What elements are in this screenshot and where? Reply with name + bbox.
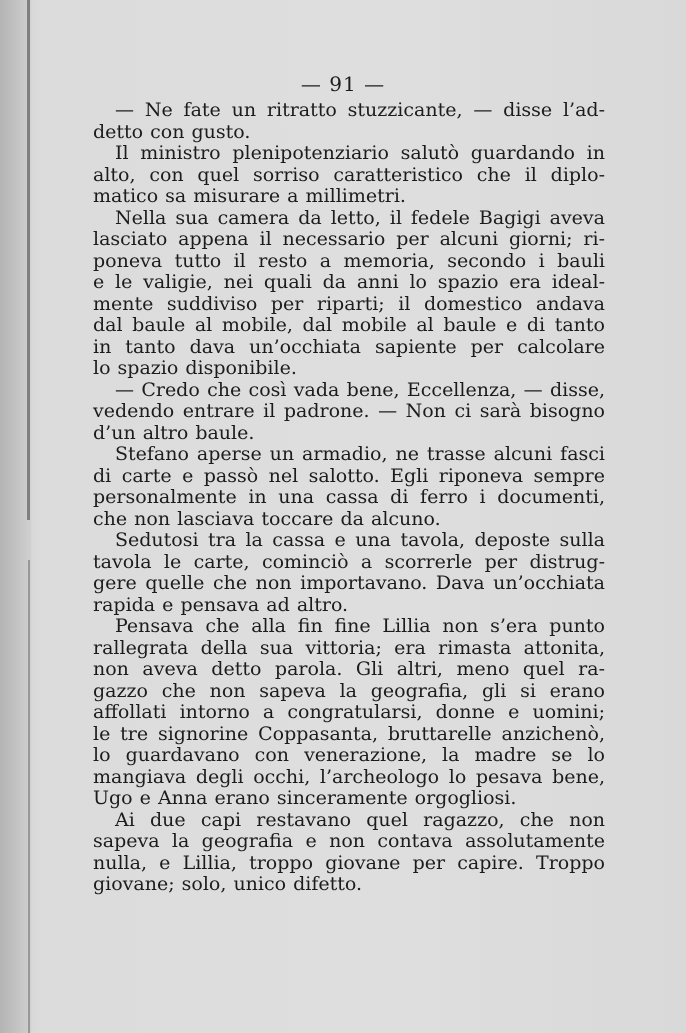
text-line: Nella sua camera da letto, il fedele Bagigi aveva <box>115 206 605 229</box>
text-line: Pensava che alla fin fine Lillia non s’era punto <box>115 615 605 637</box>
text-line: affollati intorno a congratularsi, donne e uomini; <box>93 701 605 723</box>
text-line: rapida e pensava ad altro. <box>93 593 349 616</box>
text-line: le tre signorine Coppasanta, bruttarelle anzichenò, <box>93 722 605 745</box>
text-line: di carte e passò nel salotto. Egli riponeva sempre <box>93 464 605 487</box>
body-text <box>93 100 605 896</box>
text-line: Ai due capi restavano quel ragazzo, che non <box>115 808 605 831</box>
text-line: — Credo che così vada bene, Eccellenza, — disse, <box>115 378 605 401</box>
text-line: mangiava degli occhi, l’archeologo lo pesava bene, <box>93 765 605 788</box>
text-line: detto con gusto. <box>93 120 251 143</box>
text-line: Stefano aperse un armadio, ne trasse alcuni fasci <box>115 443 605 465</box>
text-line: e le valigie, nei quali da anni lo spazio era ideal- <box>93 271 605 293</box>
binding-edge-line-lower <box>28 560 30 1033</box>
text-line: in tanto dava un’occhiata sapiente per calcolare <box>93 335 605 358</box>
text-line: alto, con quel sorriso caratteristico che il diplo- <box>93 163 605 186</box>
text-line: lo spazio disponibile. <box>93 357 297 379</box>
text-line: poneva tutto il resto a memoria, secondo i bauli <box>93 249 605 272</box>
text-line: lasciato appena il necessario per alcuni giorni; ri- <box>93 228 605 250</box>
text-line: non aveva detto parola. Gli altri, meno quel ra- <box>93 658 605 680</box>
page-number: — 91 — <box>300 72 386 96</box>
text-line: matico sa misurare a millimetri. <box>93 185 406 207</box>
text-line: Ugo e Anna erano sinceramente orgogliosi. <box>93 787 517 809</box>
text-line: rallegrata della sua vittoria; era rimasta attonita, <box>93 636 605 659</box>
text-line: tavola le carte, cominciò a scorrerle per distrug- <box>93 550 605 573</box>
text-line: che non lasciava toccare da alcuno. <box>93 507 441 530</box>
text-line: vedendo entrare il padrone. — Non ci sarà bisogno <box>93 400 605 422</box>
text-line: gere quelle che non importavano. Dava un’occhiata <box>93 572 605 594</box>
text-line: personalmente in una cassa di ferro i documenti, <box>93 486 605 508</box>
text-line: gazzo che non sapeva la geografia, gli si erano <box>93 679 605 702</box>
text-line: sapeva la geografia e non contava assolutamente <box>93 830 605 852</box>
text-line: d’un altro baule. <box>93 421 255 444</box>
text-line: mente suddiviso per riparti; il domestico andava <box>93 292 605 315</box>
text-line: nulla, e Lillia, troppo giovane per capire. Troppo <box>93 851 605 874</box>
text-line: dal baule al mobile, dal mobile al baule e di tanto <box>93 314 605 336</box>
text-line: Il ministro plenipotenziario salutò guardando in <box>115 142 605 164</box>
text-line: giovane; solo, unico difetto. <box>93 873 363 895</box>
text-line: Sedutosi tra la cassa e una tavola, deposte sulla <box>115 529 605 551</box>
text-line: — Ne fate un ritratto stuzzicante, — disse l’ad- <box>115 99 605 121</box>
text-line: lo guardavano con venerazione, la madre se lo <box>93 744 605 766</box>
